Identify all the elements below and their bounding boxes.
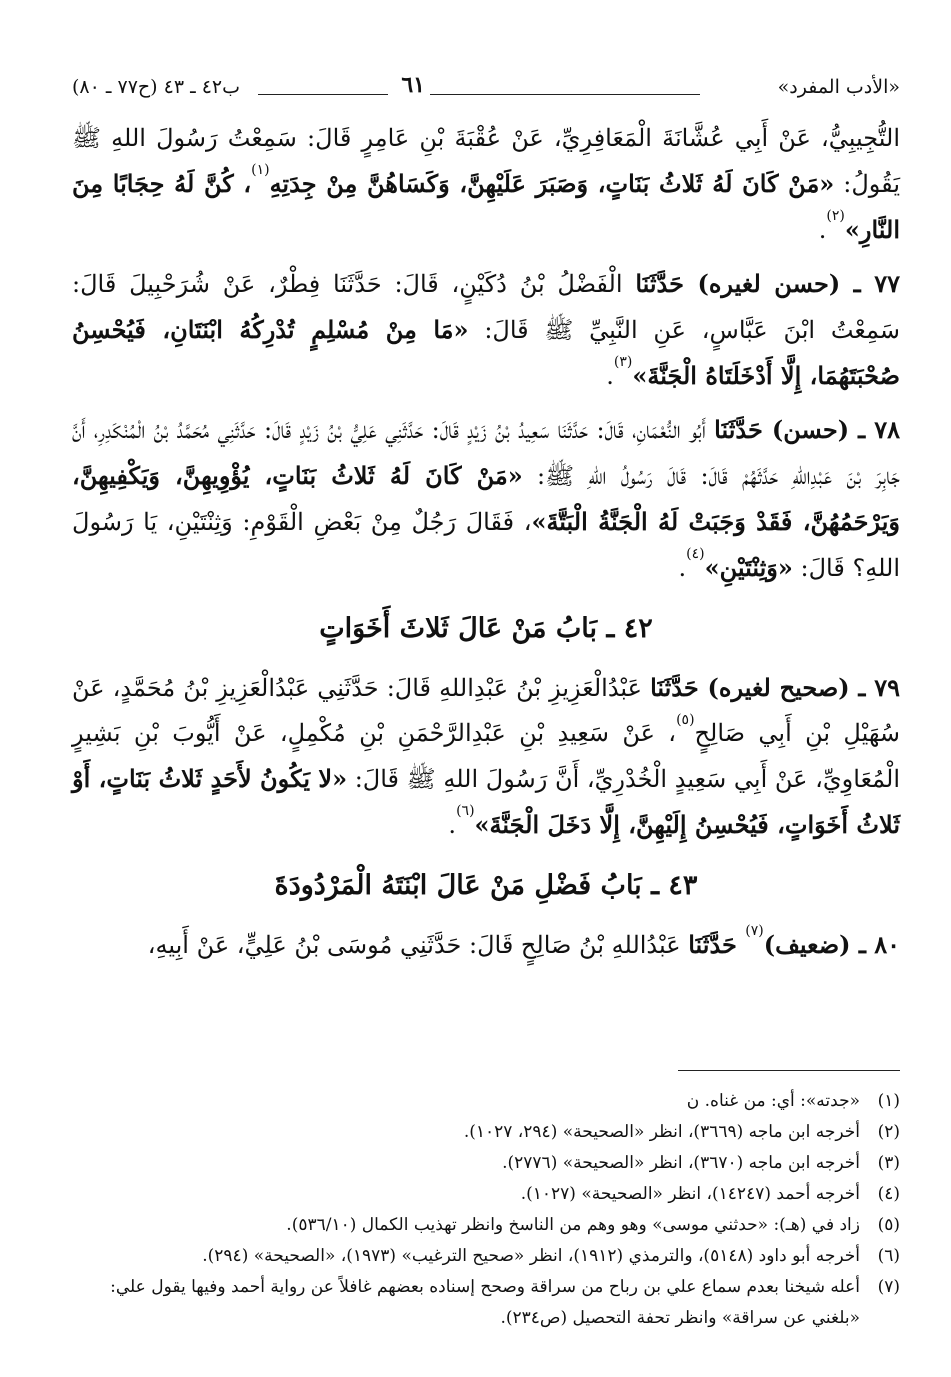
footnote-ref: (٦) <box>456 803 475 819</box>
header-rule <box>258 94 388 95</box>
book-page <box>72 70 900 1360</box>
hadith-77: ٧٧ ـ (حسن لغيره) حَدَّثَنَا الْفَضْلُ بْنُ دُكَيْنٍ، قَالَ: حَدَّثَنَا فِطْرٌ، عَنْ شُرَحْبِيلَ قَالَ: سَمِعْتُ ابْنَ عَبَّاسٍ، عَنِ النَّبِيِّ ﷺ قَالَ: «مَا مِنْ مُسْلِمٍ تُدْرِكُهُ ابْنَتَانِ، فَيُحْسِنُ صُحْبَتَهُمَا، إِلَّا أَدْخَلَتَاهُ الْجَنَّةَ»$^{(٣)}$. <box>72 269 900 390</box>
hadith-number: ٧٧ ـ (حسن لغيره) <box>683 269 900 298</box>
hadith-number: ٧٨ ـ (حسن) <box>762 415 901 444</box>
hadith-79: ٧٩ ـ (صحيح لغيره) حَدَّثَنَا عَبْدُالْعَزِيزِ بْنُ عَبْدِاللهِ قَالَ: حَدَّثَنِي عَبْدُالْعَزِيزِ بْنُ مُحَمَّدٍ، عَنْ سُهَيْلِ بْنِ أَبِي صَالِحٍ$^{(٥)}$، عَنْ سَعِيدِ بْنِ عَبْدِالرَّحْمَنِ بْنِ مُكْمِلٍ، عَنْ أَيُّوبَ بْنِ بَشِيرٍ الْمُعَاوِيِّ، عَنْ أَبِي سَعِيدٍ الْخُدْرِيِّ، أَنَّ رَسُولَ اللهِ ﷺ قَالَ: «لا يَكُونُ لأَحَدٍ ثَلاثُ بَنَاتٍ، أَوْ ثَلاثُ أَخَوَاتٍ، فَيُحْسِنُ إِلَيْهِنَّ، إِلَّا دَخَلَ الْجَنَّةَ»$^{(٦)}$. <box>72 673 901 839</box>
footnote-ref: (٥) <box>676 712 695 728</box>
footnote: (٤) أخرجه أحمد (١٤٢٤٧)، انظر «الصحيحة» (١٠٢٧). <box>520 1184 900 1204</box>
hadith-number: ٧٩ ـ (صحيح لغيره) <box>698 673 900 702</box>
chapter-range: ب٤٢ ـ ٤٣ (ح٧٧ ـ ٨٠) <box>72 76 241 98</box>
footnote-ref: (١) <box>251 162 270 178</box>
hadith-76-continuation: التُّجِيبِيُّ، عَنْ أَبِي عُشَّانَةَ الْمَعَافِرِيِّ، عَنْ عُقْبَةَ بْنِ عَامِرٍ قَالَ: سَمِعْتُ رَسُولَ اللهِ ﷺ يَقُولُ: «مَنْ كَانَ لَهُ ثَلاثُ بَنَاتٍ، وَصَبَرَ عَلَيْهِنَّ، وَكَسَاهُنَّ مِنْ جِدَتِهِ$^{(١)}$، كُنَّ لَهُ حِجَابًا مِنَ النَّارِ»$^{(٢)}$. <box>72 124 901 244</box>
chapter-heading-43: ٤٣ ـ بَابُ فَضْلِ مَنْ عَالَ ابْنَتَهُ الْمَرْدُودَةَ <box>274 870 698 901</box>
footnote-ref: (٤) <box>686 546 705 562</box>
running-title: «الأدب المفرد» <box>777 76 900 98</box>
footnote: (٥) زاد في (هـ): «حدثني موسى» وهو وهم من الناسخ وانظر تهذيب الكمال (٥٣٦/١٠). <box>286 1215 900 1235</box>
hadith-80: ٨٠ ـ (ضعيف)$^{(٧)}$ حَدَّثَنَا عَبْدُاللهِ بْنُ صَالِحٍ قَالَ: حَدَّثَنِي مُوسَى بْنُ عَلِيٍّ، عَنْ أَبِيهِ، <box>147 923 900 959</box>
hadith-78: ٧٨ ـ (حسن) حَدَّثَنَا أَبُو النُّعْمَانِ، قَالَ: حَدَّثَنَا سَعِيدُ بْنُ زَيْدٍ قَالَ: حَدَّثَنِي عَلِيُّ بْنُ زَيْدٍ قَالَ: حَدَّثَنِي مُحَمَّدُ بْنُ الْمُنْكَدِرِ، أَنَّ جَابِرَ بْنَ عَبْدِاللهِ حَدَّثَهُمْ قَالَ: قَالَ رَسُولُ اللهِ ﷺ: «مَنْ كَانَ لَهُ ثَلاثُ بَنَاتٍ، يُؤْوِيهِنَّ، وَيَكْفِيهِنَّ، وَيَرْحَمُهُنَّ، فَقَدْ وَجَبَتْ لَهُ الْجَنَّةُ الْبَتَّةَ»، فَقَالَ رَجُلٌ مِنْ بَعْضِ الْقَوْمِ: وَثِنْتَيْنِ، يَا رَسُولَ اللهِ؟ قَالَ: «وَثِنْتَيْنِ»$^{(٤)}$. <box>72 415 901 582</box>
footnote-separator <box>678 1070 900 1071</box>
page-header <box>72 70 900 104</box>
footnote: (٦) أخرجه أبو داود (٥١٤٨)، والترمذي (١٩١٢)، انظر «صحيح الترغيب» (١٩٧٣)، «الصحيحة» (٢٩٤). <box>202 1246 900 1266</box>
hadith-number: ٨٠ ـ (ضعيف) <box>763 930 900 959</box>
page-number: ٦١ <box>401 72 425 98</box>
footnote-ref: (٢) <box>826 208 845 224</box>
footnote-ref: (٧) <box>745 923 764 939</box>
footnote: (٣) أخرجه ابن ماجه (٣٦٧٠)، انظر «الصحيحة» (٢٧٧٦). <box>502 1153 900 1173</box>
footnote: (١) «جدته»: أي: من غناه. ن <box>686 1091 900 1111</box>
page-body <box>72 116 900 968</box>
footnote: (٧) أعله شيخنا بعدم سماع علي بن رباح من سراقة وصحح إسناده بعضهم غافلاً عن رواية أحمد وفيها يقول علي: «بلغني عن سراقة» وانظر تحفة التحصيل (ص٢٣٤). <box>110 1277 900 1328</box>
footnote-ref: (٣) <box>613 354 633 370</box>
chapter-heading-42: ٤٢ ـ بَابُ مَنْ عَالَ ثَلاثَ أَخَوَاتٍ <box>319 613 653 644</box>
footnotes <box>72 1086 900 1334</box>
header-rule <box>430 94 700 95</box>
footnote: (٢) أخرجه ابن ماجه (٣٦٦٩)، انظر «الصحيحة» (٢٩٤، ١٠٢٧). <box>463 1122 900 1142</box>
